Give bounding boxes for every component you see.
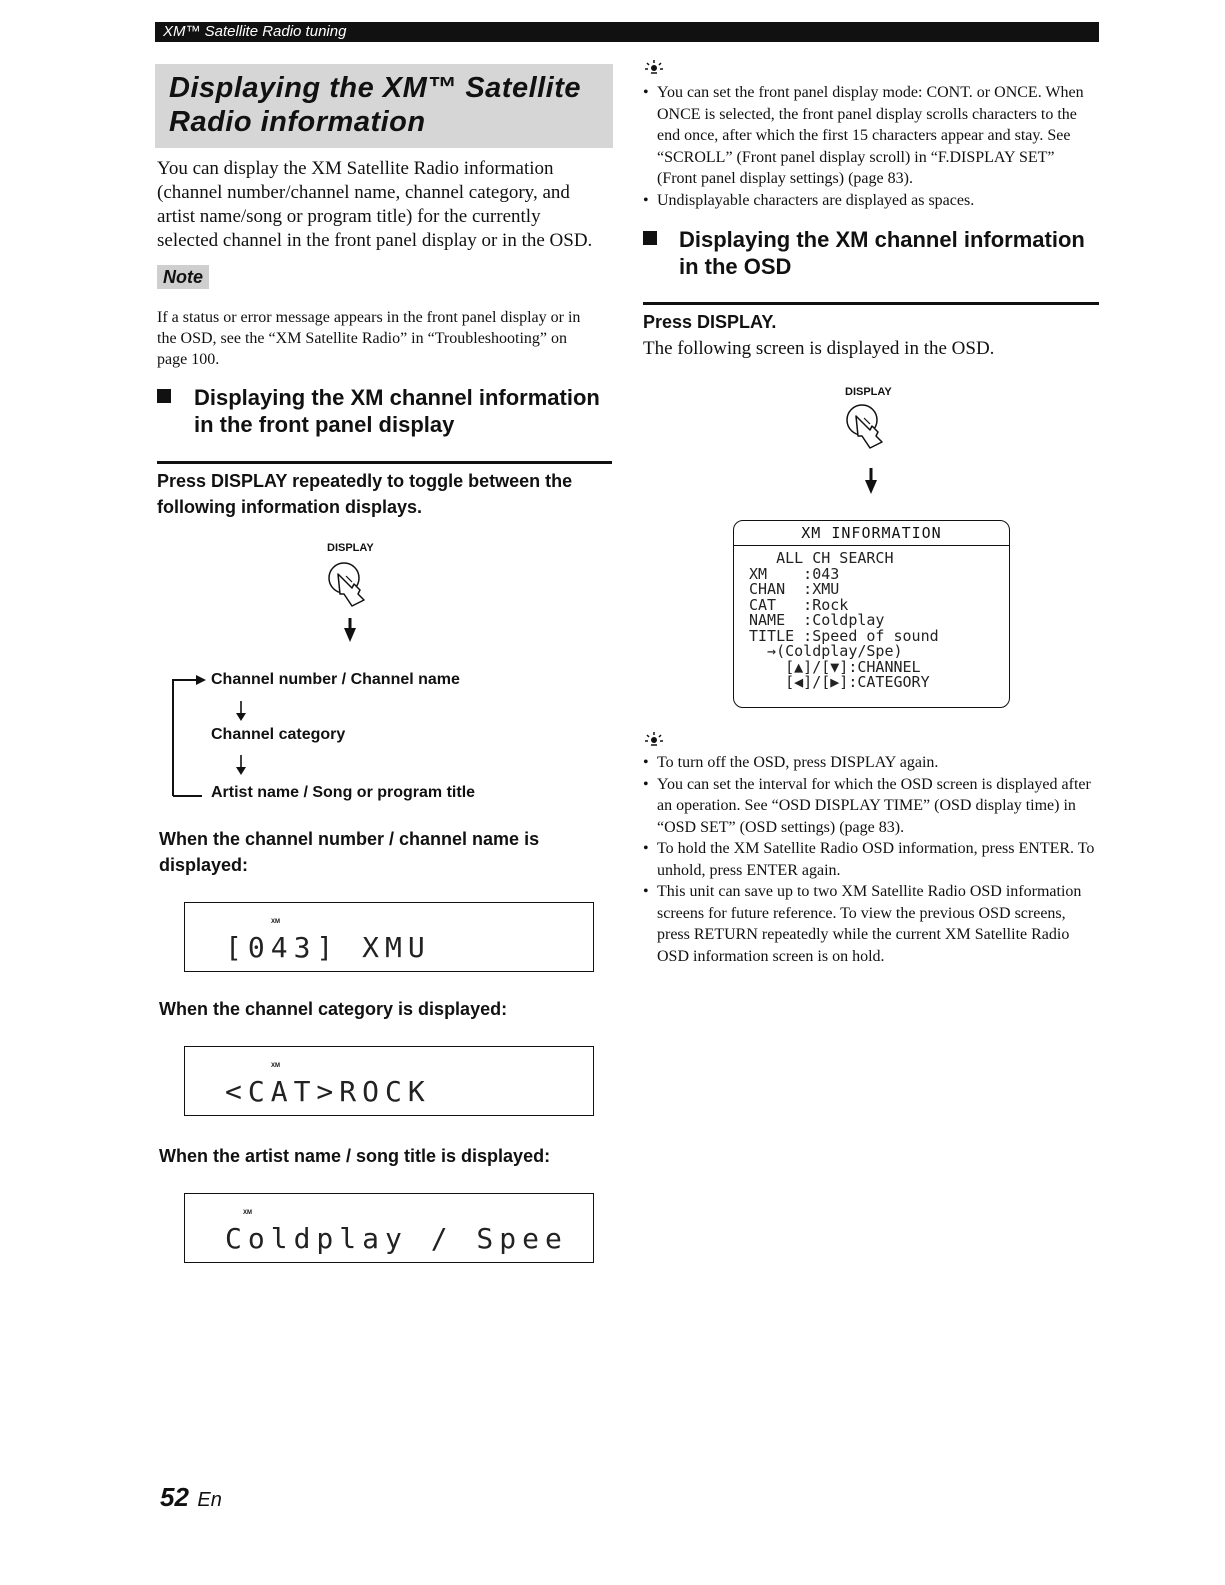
heading-bullet-square <box>643 231 657 245</box>
note-label: Note <box>157 267 209 288</box>
xm-indicator: XM <box>271 919 280 925</box>
step-instruction <box>157 468 617 520</box>
flow-item-channel-number: Channel number / Channel name <box>211 671 460 688</box>
section-heading-osd <box>643 226 1103 280</box>
press-button-hand-icon <box>322 556 392 646</box>
lcd-text: Coldplay / Spee <box>225 1222 568 1255</box>
display-caption: When the channel category is displayed: <box>159 999 508 1019</box>
osd-line: [◀]/[▶]:CATEGORY <box>749 673 930 691</box>
page-title-line: Radio information <box>169 106 426 138</box>
section-header-bar <box>155 22 1099 42</box>
osd-line: ALL CH SEARCH <box>749 549 894 567</box>
tip-item: • This unit can save up to two XM Satellite Radio OSD information screens for future reference. To view the previous OSD screens, press RETURN repeatedly while the current XM Satellite Radio OSD information screen is on hold. <box>643 881 1099 967</box>
flow-item-artist-song: Artist name / Song or program title <box>211 784 476 801</box>
intro-line: You can display the XM Satellite Radio information <box>157 158 554 179</box>
osd-screen-header: XM INFORMATION <box>734 521 1009 546</box>
step-instruction: Press DISPLAY. <box>643 312 777 332</box>
tip-item: • You can set the front panel display mode: CONT. or ONCE. When ONCE is selected, the front panel display scrolls characters to the end once, after which the first 15 characters appear and stay. See “SCROLL” (Front panel display scroll) in “F.DISPLAY SET” (Front panel display settings) (page 83). <box>643 82 1098 190</box>
note-line: the OSD, see the “XM Satellite Radio” in “Troubleshooting” on <box>157 330 568 347</box>
section-heading-front-panel <box>157 384 617 438</box>
osd-information-screen <box>733 520 1010 708</box>
heading-line: Displaying the XM channel information <box>679 227 1085 252</box>
osd-description: The following screen is displayed in the OSD. <box>643 338 995 359</box>
display-caption: When the artist name / song title is displayed: <box>159 1146 551 1166</box>
heading-line: Displaying the XM channel information <box>194 385 600 410</box>
tip-icon <box>642 730 666 748</box>
cycle-flow-arrow <box>166 668 216 803</box>
tip-item: • To hold the XM Satellite Radio OSD information, press ENTER. To unhold, press ENTER again. <box>643 838 1099 881</box>
tip-item: • You can set the interval for which the OSD screen is displayed after an operation. See “OSD DISPLAY TIME” (OSD display time) in “OSD SET” (OSD settings) (page 83). <box>643 774 1099 839</box>
press-button-hand-icon <box>840 398 910 498</box>
intro-paragraph <box>157 157 617 253</box>
intro-line: artist name/song or program title) for the currently <box>157 206 541 227</box>
tip-icon <box>642 58 666 76</box>
front-panel-display-category <box>184 1046 594 1116</box>
step-line: Press DISPLAY repeatedly to toggle between the <box>157 471 573 491</box>
note-line: page 100. <box>157 351 220 368</box>
arrow-down-icon <box>234 700 248 722</box>
display-button-label: DISPLAY <box>327 542 374 554</box>
section-rule <box>157 461 612 464</box>
osd-line: CAT :Rock <box>749 596 849 614</box>
page-title-line: Displaying the XM™ Satellite <box>169 72 582 104</box>
osd-line: [▲]/[▼]:CHANNEL <box>749 658 921 676</box>
note-text <box>157 307 617 370</box>
xm-indicator: XM <box>271 1063 280 1069</box>
arrow-down-icon <box>234 754 248 776</box>
intro-line: selected channel in the front panel display or in the OSD. <box>157 230 593 251</box>
lcd-text: [043] XMU <box>225 931 431 964</box>
intro-line: (channel number/channel name, channel category, and <box>157 182 570 203</box>
osd-line: TITLE :Speed of sound <box>749 627 939 645</box>
osd-line: CHAN :XMU <box>749 580 840 598</box>
heading-bullet-square <box>157 389 171 403</box>
front-panel-display-channel <box>184 902 594 972</box>
lcd-text: <CAT>ROCK <box>225 1075 431 1108</box>
heading-line: in the front panel display <box>194 412 455 437</box>
section-rule <box>643 302 1099 305</box>
osd-line: →(Coldplay/Spe) <box>749 642 903 660</box>
heading-line: in the OSD <box>679 254 792 279</box>
display-button-label: DISPLAY <box>845 386 892 398</box>
tips-list-front-panel <box>643 82 1098 211</box>
tip-item: • To turn off the OSD, press DISPLAY again. <box>643 752 1099 774</box>
front-panel-display-artist <box>184 1193 594 1263</box>
step-line: following information displays. <box>157 497 423 517</box>
page-number: 52 En <box>160 1482 222 1512</box>
page-title <box>155 64 613 148</box>
xm-indicator: XM <box>243 1210 252 1216</box>
osd-line: XM :043 <box>749 565 840 583</box>
display-caption: When the channel number / channel name is displayed: <box>159 829 540 875</box>
flow-item-channel-category: Channel category <box>211 726 346 743</box>
tips-list-osd <box>643 752 1099 967</box>
note-line: If a status or error message appears in the front panel display or in <box>157 309 581 326</box>
tip-item: • Undisplayable characters are displayed as spaces. <box>643 190 1098 212</box>
osd-line: NAME :Coldplay <box>749 611 885 629</box>
section-header-label: XM™ Satellite Radio tuning <box>163 23 347 40</box>
